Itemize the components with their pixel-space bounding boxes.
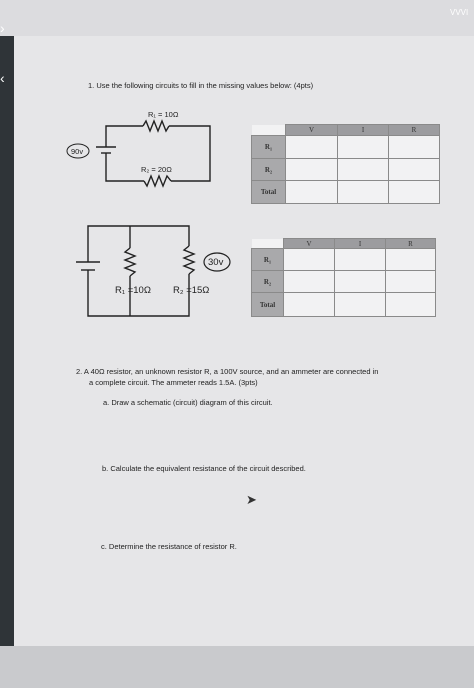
values-table-series [251, 124, 440, 204]
column-header-i: I [335, 239, 386, 249]
parallel-circuit-diagram [65, 218, 240, 323]
question-2-part-c: c. Determine the resistance of resistor R. [101, 542, 237, 551]
chevron-left-icon: ‹ [0, 70, 5, 86]
table-cell[interactable] [335, 271, 386, 293]
parallel-r2-label: R₂ =15Ω [173, 285, 210, 296]
table-cell[interactable] [286, 159, 338, 181]
table-corner [252, 125, 286, 136]
column-header-v: V [284, 239, 335, 249]
series-r1-label: R₁ = 10Ω [148, 110, 179, 119]
series-circuit-diagram [60, 105, 230, 190]
table-cell[interactable] [386, 271, 436, 293]
table-cell[interactable] [284, 249, 335, 271]
wire [88, 226, 189, 256]
wire [88, 276, 189, 316]
top-band [0, 0, 474, 36]
table-cell[interactable] [335, 249, 386, 271]
question-2-prompt-line2: a complete circuit. The ammeter reads 1.5A. (3pts) [89, 378, 258, 387]
resistor-r2-symbol [184, 246, 194, 274]
question-2-part-a: a. Draw a schematic (circuit) diagram of this circuit. [103, 398, 273, 407]
table-cell[interactable] [338, 136, 389, 159]
series-source-label: 90v [71, 147, 84, 156]
table-cell[interactable] [286, 181, 338, 204]
table-cell[interactable] [338, 159, 389, 181]
column-header-v: V [286, 125, 338, 136]
values-table-parallel [251, 238, 436, 317]
table-cell[interactable] [284, 293, 335, 317]
table-cell[interactable] [386, 293, 436, 317]
table-cell[interactable] [389, 181, 440, 204]
row-header-total: Total [252, 181, 286, 204]
table-cell[interactable] [286, 136, 338, 159]
table-cell[interactable] [284, 271, 335, 293]
table-cell[interactable] [338, 181, 389, 204]
corner-icons: VVVI [450, 8, 469, 17]
mouse-pointer-icon: ➤ [246, 492, 257, 507]
row-header-total: Total [252, 293, 284, 317]
table-cell[interactable] [389, 159, 440, 181]
row-header-r2: R₂ [252, 271, 284, 293]
table-cell[interactable] [335, 293, 386, 317]
table-corner [252, 239, 284, 249]
parallel-r1-label: R₁ =10Ω [115, 285, 151, 296]
resistor-r1-symbol [143, 121, 169, 131]
column-header-r: R [386, 239, 436, 249]
question-2-prompt-line1: 2. A 40Ω resistor, an unknown resistor R, a 100V source, and an ammeter are connected in [76, 367, 379, 376]
question-2-part-b: b. Calculate the equivalent resistance of the circuit described. [102, 464, 306, 473]
table-cell[interactable] [389, 136, 440, 159]
parallel-source-label: 30v [208, 257, 224, 268]
wire [106, 126, 143, 133]
resistor-r1-symbol [125, 248, 135, 276]
row-header-r1: R₁ [252, 249, 284, 271]
wire [169, 126, 210, 181]
question-1-prompt: 1. Use the following circuits to fill in the missing values below: (4pts) [88, 81, 314, 90]
column-header-i: I [338, 125, 389, 136]
row-header-r2: R₂ [252, 159, 286, 181]
series-r2-label: R₂ = 20Ω [141, 165, 172, 174]
row-header-r1: R₁ [252, 136, 286, 159]
table-cell[interactable] [386, 249, 436, 271]
column-header-r: R [389, 125, 440, 136]
wire [106, 163, 144, 181]
bottom-band [0, 646, 474, 688]
resistor-r2-symbol [144, 176, 171, 186]
chevron-right-icon: › [0, 20, 5, 36]
